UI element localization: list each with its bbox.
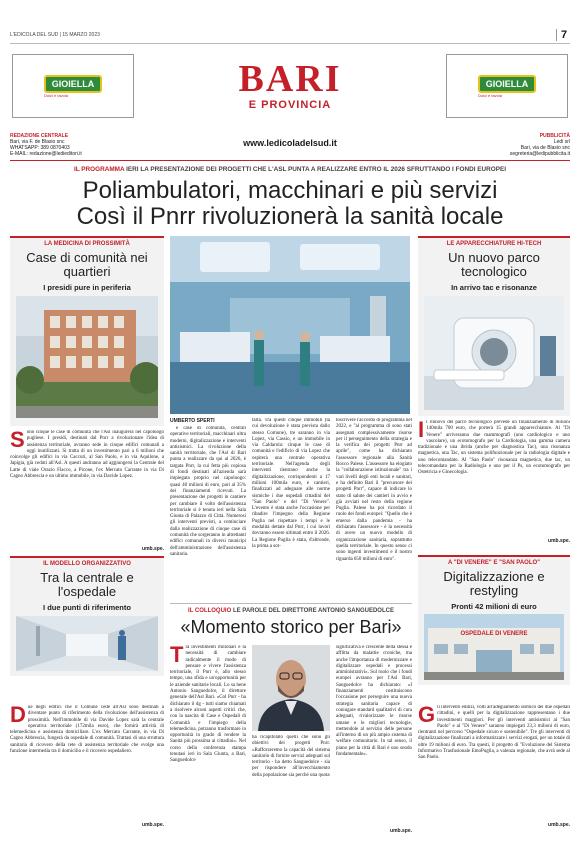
brand-tagline: Dolci e tavola	[44, 92, 69, 98]
paper-name: L'EDICOLA DEL SUD	[10, 32, 59, 38]
interview-signature: umb.spe.	[390, 828, 412, 834]
main-photo	[170, 236, 410, 414]
interview-kicker-label: IL COLLOQUIO	[188, 608, 232, 614]
scanner-photo	[424, 296, 564, 410]
main-col-2: tarta. Tra questi cinque immobili (la cui devoluzione è stata prevista dallo stesso Comune), tre saranno in via Lopez, via Cassio, e un immobile in via Caldarola: cinque le case di comunità e l'edificio di via Lopez che ospiterà una centrale operativa territoriale. Nell'agenda degli interventi rientrano anche la digitalizzazione, corrispondenti a 17 milioni 100mila euro, e cantieri, finalizzati ad adeguare alle norme sismiche i due ospedali cittadini del "San Paolo" e del "Di Venere". L'evento è stata anche l'occasione per ribadire l'impegno della Regione Puglia nel rispettare i tempi e le modalità dettate dal Pnrr, i cui lavori dovranno essere ultimati entro il 2026. La Regione Puglia è stata, d'altronde, la prima a sot-	[252, 418, 330, 549]
drop-cap: I	[418, 420, 425, 442]
right2-section: A "DI VENERE" E "SAN PAOLO"	[447, 560, 541, 566]
interview-col-1-text: ra investimenti milionari e la necessità di cambiare radicalmente il modo di pensare e vivere l'assistenza territoriale, il Pnrr è, allo stesso tempo, una sfida e un'opportunità per le aziende sanitarie locali. Lo sa bene Antonio Sanguedolce, il direttore generale dell'Asl Bari. «Col Pnrr - ha dichiarato il dg - tutti siamo chiamati a risolvere alcuni aspetti critici che, con la nascita di Case e Ospedali di Comunità e l'impiego della telemedicina, potranno trasformare in opportunità in grado di rendere la Sanità più prossima ai cittadini». Nel corso della conferenza stampa tenutasi ieri in Sala Giunta, a Bari, Sanguedolce	[170, 645, 246, 764]
pubblicita-box	[450, 133, 570, 157]
interview-kicker	[170, 608, 412, 614]
left2-body	[10, 705, 164, 820]
left1-body-text: ono cinque le case di comunità che l'Asl inaugurerà nel capoluogo pugliese. I presidi, destinati dal Pnrr a rivoluzionare l'idea di assistenza territoriale, avranno sede in cinque edifici comunali a oggi inutilizzati. Si tratta di un investimento pari a 6 milioni che coinvolge gli edifici in via Caccuri, al San Paolo, e in via Aquilone, a Japigia, già ceduti all'Asl. A questi andranno ad aggiungersi la Centrale del Latte di viale Orazio Flacco, a Picone, l'ex Mercato Carrante in via Di Cagno Abbrescia e un ultimo immobile, in via Davide Lopez.	[10, 430, 164, 480]
main-kicker	[10, 166, 570, 173]
interview-title: «Momento storico per Bari»	[180, 617, 402, 637]
byline: UMBERTO SPERTI	[170, 418, 215, 424]
website-link[interactable]: www.ledicoladelsud.it	[243, 138, 337, 148]
interview-col-3: significativa e crescente della stessa è afflitta da malattie croniche, ma anche l'importanza di modernizzare e digitalizzare ospedali e processi amministrativi». Sul ruolo che i fondi europei avranno per l'Asl Bari, Sanguedolce ha dichiarato: «I finanziamenti costituiscono l'occasione per perseguire una nuova strategia sanitaria capace di coniugare standard qualitativi di cura adeguati, rivalorizzare le risorse umane e le migliori tecnologie, mettendole al servizio delle persone all'interno di un più ampio sistema di welfare comunitario. In tal senso, il piano per la città di Bari è uno snodo fondamentale».	[336, 645, 412, 758]
left2-signature: umb.spe.	[142, 822, 164, 828]
left1-body	[10, 430, 164, 545]
left2-body-text: ue degli edifici che il Comune cede all'Asl sono destinati a diventare punto di riferimento della rivoluzione dell'assistenza di prossimità. Nell'immobile di via Davide Lopez sarà la centrale operativa territoriale (172mila euro), che fornirà attività di telemedicina e assistenza domiciliare. L'ex Mercato Carrante, in via Di Cagno Abbrescia, fungerà da ospedale di comunità. Trattasi di una struttura sanitaria di ricovero della rete di assistenza territoriale che svolge una funzione intermedia tra il domicilio e il ricovero ospedaliero.	[10, 705, 164, 755]
main-kicker-label: IL PROGRAMMA	[73, 166, 125, 173]
right1-body-text: l rinnovo del parco tecnologico prevede un finanziamento di milioni 140mila 700 euro, che porterà 15 grandi apparecchiature. Al "Di Venere" arriveranno due mammografi (uno cardiologico e uno vascolare), un ecotomografo per la Cardiologia, una gamma camera tradizionale e una ibrida (anche per diagnostica Tac), una risonanza magnetica, una Tac, un sistema polifunzionale per la radiologia digitale e uno telecomandato. Al "San Paolo" risonanza magnetica, due tac, un telecomandato per la Radiologia e uno per il Ps, un ecotomografo per Ostetricia e Ginecologia.	[418, 420, 570, 476]
pubblicita-address: Bari, via de Blasio snc	[520, 145, 570, 151]
right1-sub: In arrivo tac e risonanze	[451, 283, 537, 292]
city-subtitle: E PROVINCIA	[248, 99, 332, 111]
hospital-building-photo	[424, 614, 564, 680]
left2-photo	[16, 616, 158, 671]
interview-kicker-text: LE PAROLE DEL DIRETTORE ANTONIO SANGUEDOLCE	[232, 608, 394, 614]
drop-cap: T	[170, 645, 184, 667]
masthead-strip: L'EDICOLA DEL SUD | 15 MARZO 2023	[10, 32, 100, 38]
corridor-photo	[16, 616, 158, 671]
drop-cap: G	[418, 705, 436, 727]
interview-col-2: ha ricapitolato quelli che sono gli obiettivi dei progetti Pnrr. «Rafforzeremo la capacità del sistema sanitario di fornire servizi adeguati sul territorio - ha detto Sanguedolce - sia per rispondere all'invecchiamento della popolazione sia perché una quota	[252, 735, 330, 778]
pubblicita-email: segreteria@ledipubblicita.it	[509, 151, 570, 157]
pubblicita-company: Ledi srl	[553, 139, 570, 145]
brand-logo: GIOIELLA	[44, 75, 102, 93]
left1-section: LA MEDICINA DI PROSSIMITÀ	[44, 241, 130, 247]
right1-section: LE APPARECCHIATURE HI-TECH	[446, 241, 542, 247]
right2-body-text: li interventi edilizi, volti all'adeguamento sismico dei due ospedali cittadini, e quelli per la digitalizzazione rappresentano i due investimenti maggiori. Per gli interventi antisismici al "San Paolo" e al "Di Venere" saranno impiegati 23,3 milioni di euro, rientranti nel percorso "Ospedale sicuro e sostenibile". Tre gli interventi di digitalizzazione finalizzati a informatizzare i servizi erogati, per un totale di oltre 19 milioni di euro. Tra questi, il progetto di "Evoluzione del Sistema Informativo Trasfusionale EmoPuglia, a valenza regionale, che avrà sede al San Paolo.	[418, 705, 570, 761]
drop-cap: S	[10, 430, 25, 452]
redazione-email: E-MAIL: redazione@ledieditori.it	[10, 151, 82, 157]
brand-logo: GIOIELLA	[478, 75, 536, 93]
right1-title: Un nuovo parco tecnologico	[448, 250, 540, 279]
left2-title: Tra la centrale e l'ospedale	[40, 570, 134, 599]
divider	[10, 43, 570, 44]
brand-tagline: Dolci e tavola	[478, 92, 503, 98]
interview-col-1	[170, 645, 246, 833]
right2-photo	[424, 614, 564, 680]
right2-signature: umb.spe.	[548, 822, 570, 828]
right2-sub: Pronti 42 milioni di euro	[451, 602, 537, 611]
left2-section: IL MODELLO ORGANIZZATIVO	[43, 561, 131, 567]
left1-photo	[16, 296, 158, 418]
main-col-1: e case di comunità, centrali operative territoriali, macchinari ultra moderni, digitalizzazione e interventi antisismici. La rivoluzione della sanità territoriale, che l'Asl di Bari punta a realizzare da qui al 2026, è targata Pnrr, la cui fetta più copiosa di fondi destinati all'azienda sarà impiegata proprio nel capoluogo: quasi 40 milioni di euro, pari al 35% dei finanziamenti ricevuti. La presentazione dei progetti in cantiere per cambiare il volto dell'assistenza territoriale si è tenuta ieri nella Sala Giunta di Palazzo di Città. Numerosi gli interventi previsti, a cominciare dalla realizzazione di cinque case di comunità che sorgeranno in altrettanti edifici comunali in diversi municipi dell'amministrazione dell'assistenza sanitaria.	[170, 426, 246, 557]
main-col-3: toscrivere l'accordo di programma nel 2022, e "al programma di sono stati assegnati complessivamente risorse per il perseguimento della strategia e la verifica dei progetti Pnrr ad aprile", come ha dichiarato l'assessore regionale alla Sanità Rocco Palese. L'assessore ha elogiato la "collaborazione istituzionale" tra i vari livelli degli enti locali e sanitari, e ha definito Bari il "precursore dei progetti Pnrr", capace di indicare lo stato di salute dei cantieri in avvio e già avviati nel resto della regione Puglia. Palese ha poi ricordato il ruolo dei fondi europei: "Quello che è emerso dalla pandemia - ha dichiarato l'assessore - è la necessità di avere un nuovo modello di organizzazione sanitaria, soprattutto quella territoriale. In questo senso ci sono ingenti investimenti e il nostro riguarda 650 milioni di euro".	[336, 418, 412, 562]
interview-photo	[252, 645, 330, 731]
redazione-box	[10, 133, 82, 157]
redazione-address: Bari, via F. de Blasio snc	[10, 139, 65, 145]
hospital-sign: OSPEDALE DI VENERE	[460, 631, 528, 637]
city-title: BARI	[238, 58, 342, 100]
redazione-title: REDAZIONE CENTRALE	[10, 133, 69, 139]
drop-cap: D	[10, 705, 26, 727]
main-headline-2: Così il Pnrr rivoluzionerà la sanità locale	[76, 203, 504, 230]
left1-signature: umb.spe.	[142, 546, 164, 552]
divider	[170, 603, 412, 604]
right2-title: Digitalizzazione e restyling	[443, 569, 545, 598]
building-photo	[16, 296, 158, 418]
right1-signature: umb.spe.	[548, 538, 570, 544]
left1-sub: I presidi pure in periferia	[43, 283, 131, 292]
right2-body	[418, 705, 570, 820]
ad-right	[446, 54, 568, 118]
right1-photo	[424, 296, 564, 410]
left2-sub: I due punti di riferimento	[43, 603, 131, 612]
ad-left	[12, 54, 134, 118]
portrait-photo	[252, 645, 330, 731]
issue-date: 15 MARZO 2023	[62, 32, 100, 38]
hospital-room-photo	[170, 236, 410, 414]
left1-title: Case di comunità nei quartieri	[26, 250, 148, 279]
main-kicker-text: IERI LA PRESENTAZIONE DEI PROGETTI CHE L'ASL PUNTA A REALIZZARE ENTRO IL 2026 SFRUTTANDO I FONDI EUROPEI	[126, 166, 507, 173]
pubblicita-title: PUBBLICITÀ	[539, 133, 570, 139]
divider	[10, 160, 570, 161]
main-headline-1: Poliambulatori, macchinari e più servizi	[82, 177, 498, 204]
redazione-whatsapp: WHATSAPP: 389 0870403	[10, 145, 70, 151]
right1-body	[418, 420, 570, 536]
page-number: 7	[556, 29, 567, 41]
